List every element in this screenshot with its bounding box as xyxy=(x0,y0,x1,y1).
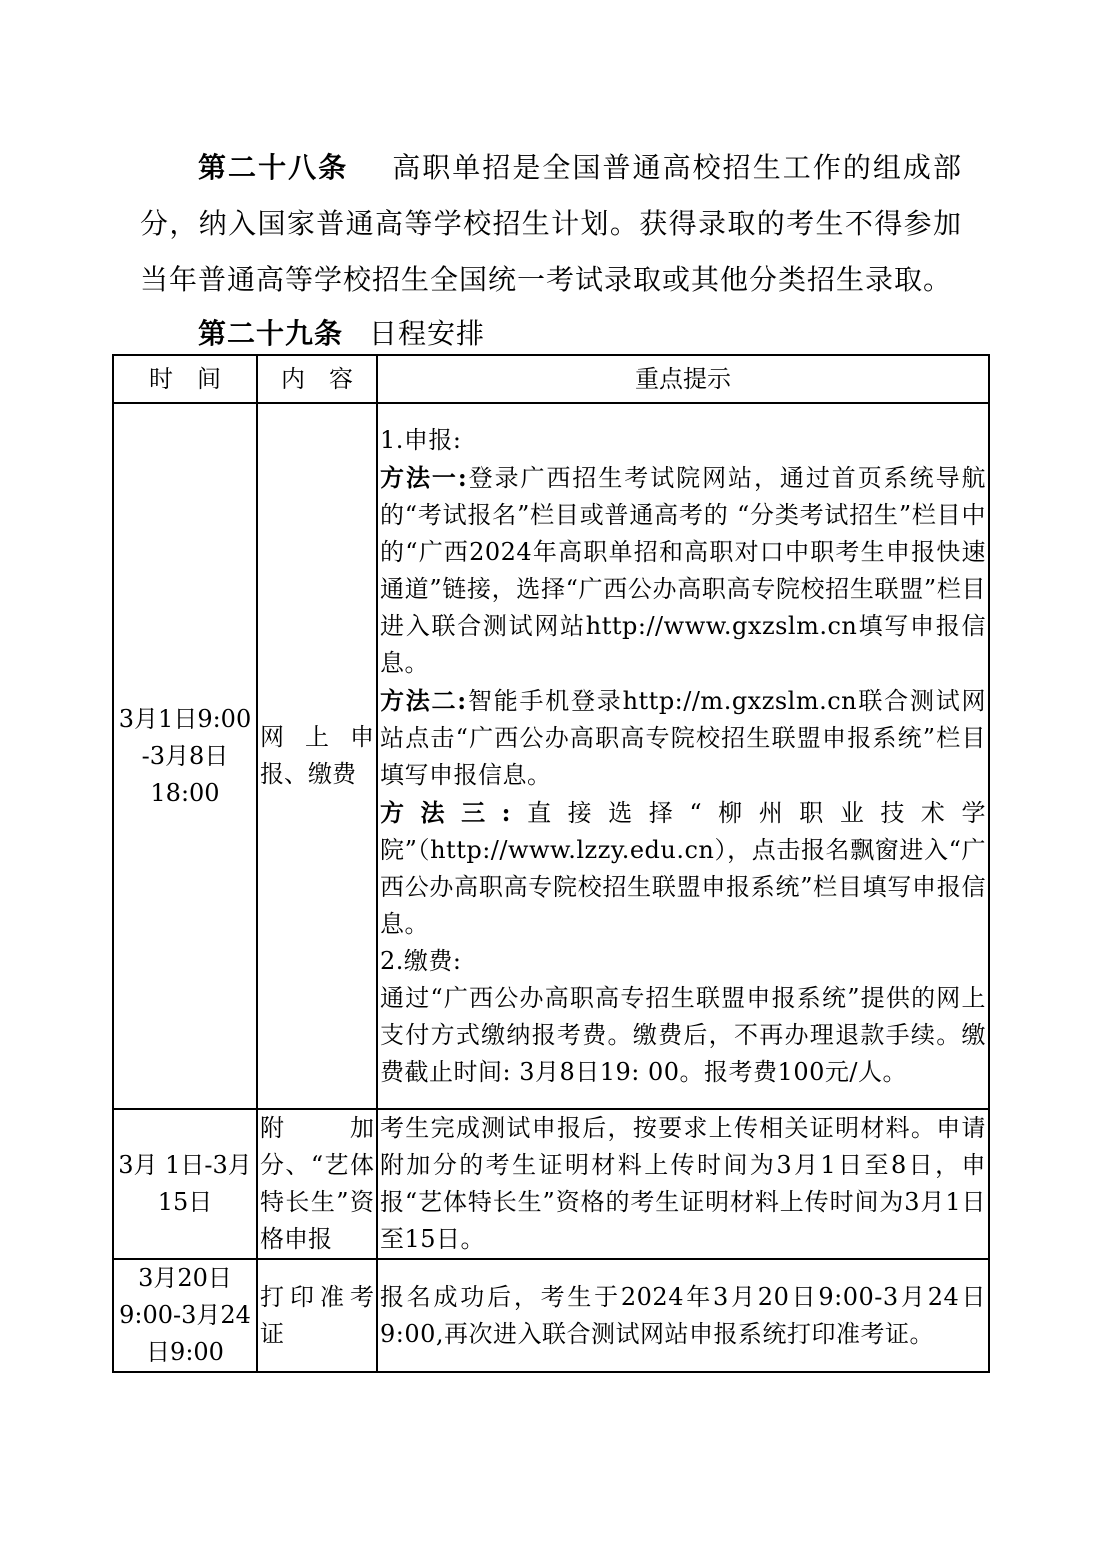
row1-content: 网上申报、缴费 xyxy=(257,403,377,1109)
header-content: 内 容 xyxy=(257,355,377,403)
method2-label: 方法二: xyxy=(380,685,467,715)
header-time: 时 间 xyxy=(113,355,257,403)
row1-notes xyxy=(377,403,989,1109)
table-row xyxy=(113,1109,989,1259)
step2-text: 通过“广西公办高职高专招生联盟申报系统”提供的网上支付方式缴纳报考费。缴费后，不再办理退款手续。缴费截止时间: 3月8日19: 00。报考费100元/人。 xyxy=(380,983,986,1086)
table-row xyxy=(113,403,989,1109)
article-28-body: 高职单招是全国普通高校招生工作的组成部分，纳入国家普通高等学校招生计划。获得录取的考生不得参加当年普通高等学校招生全国统一考试录取或其他分类招生录取。 xyxy=(140,151,962,296)
row2-content: 附加分、“艺体特长生”资格申报 xyxy=(257,1109,377,1259)
row3-time: 3月20日9:00-3月24日9:00 xyxy=(113,1259,257,1372)
method1 xyxy=(380,459,986,682)
row1-time: 3月1日9:00 -3月8日18:00 xyxy=(113,403,257,1109)
method2-text: 智能手机登录http://m.gxzslm.cn联合测试网站点击“广西公办高职高专院校招生联盟申报系统”栏目填写申报信息。 xyxy=(380,686,986,789)
method2 xyxy=(380,682,986,794)
article-28-paragraph xyxy=(140,140,962,308)
table-header-row xyxy=(113,355,989,403)
row3-notes: 报名成功后，考生于2024年3月20日9:00-3月24日9:00,再次进入联合测试网站申报系统打印准考证。 xyxy=(377,1259,989,1372)
header-notes: 重点提示 xyxy=(377,355,989,403)
schedule-table xyxy=(112,354,990,1373)
article-29-heading: 第二十九条 xyxy=(198,317,344,350)
method3-label: 方法三: xyxy=(380,797,512,827)
table-row xyxy=(113,1259,989,1372)
method3-text: 直接选择“柳州职业技术学院”（http://www.lzzy.edu.cn），点击报名飘窗进入“广西公办高职高专院校招生联盟申报系统”栏目填写申报信息。 xyxy=(380,798,986,938)
method1-label: 方法一: xyxy=(380,462,468,492)
article-29-title: 日程安排 xyxy=(369,317,486,350)
method3 xyxy=(380,794,986,943)
article-28-heading: 第二十八条 xyxy=(198,151,349,184)
step1-label: 1.申报: xyxy=(380,425,462,454)
row2-time: 3月 1日-3月15日 xyxy=(113,1109,257,1259)
row2-notes: 考生完成测试申报后，按要求上传相关证明材料。申请附加分的考生证明材料上传时间为3月1日至8日，申报“艺体特长生”资格的考生证明材料上传时间为3月1日至15日。 xyxy=(377,1109,989,1259)
row3-content: 打印准考证 xyxy=(257,1259,377,1372)
step2-label: 2.缴费: xyxy=(380,946,462,975)
method1-text: 登录广西招生考试院网站，通过首页系统导航的“考试报名”栏目或普通高考的 “分类考试招生”栏目中的“广西2024年高职单招和高职对口中职考生申报快速通道”链接，选择“广西公办高职高专院校招生联盟”栏目进入联合测试网站http://www.gxzslm.cn填写申报信息。 xyxy=(380,463,987,677)
